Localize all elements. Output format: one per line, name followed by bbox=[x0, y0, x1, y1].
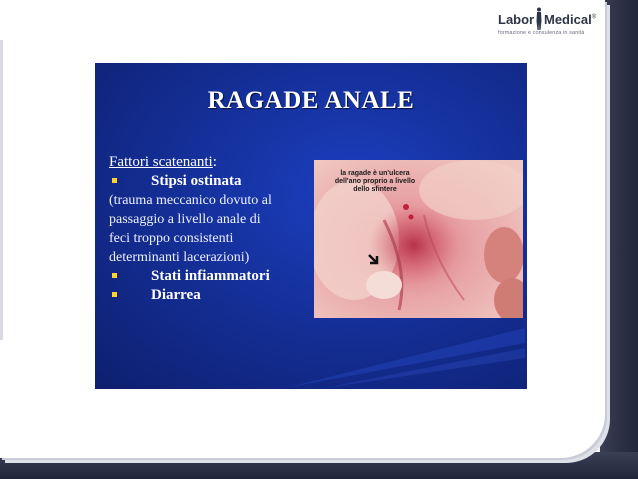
clinical-photo bbox=[314, 160, 523, 318]
page-frame-right bbox=[600, 0, 638, 479]
logo-person-icon bbox=[535, 7, 543, 31]
slide-title: RAGADE ANALE bbox=[207, 87, 415, 114]
note-line: (trauma meccanico dovuto al bbox=[109, 193, 272, 208]
bullet-item: Stipsi ostinata bbox=[109, 172, 314, 191]
bullet-square-icon bbox=[112, 273, 117, 278]
bullet-item: Stati infiammatori bbox=[109, 267, 314, 286]
slide-content bbox=[109, 153, 314, 305]
note-line: determinanti lacerazioni) bbox=[109, 250, 250, 265]
bullet-square-icon bbox=[112, 292, 117, 297]
logo-tagline: formazione e consulenza in sanità bbox=[498, 30, 585, 36]
logo-word-right: Medical® bbox=[544, 12, 597, 27]
slide-decoration-rays bbox=[285, 318, 525, 388]
labor-medical-logo bbox=[498, 5, 602, 39]
note-line: passaggio a livello anale di bbox=[109, 212, 261, 227]
slide bbox=[95, 63, 527, 389]
note-line: feci troppo consistenti bbox=[109, 231, 234, 246]
bullet-square-icon bbox=[112, 178, 117, 183]
bullet-note bbox=[109, 191, 314, 267]
bullet-item: Diarrea bbox=[109, 286, 314, 305]
factors-heading: Fattori scatenanti: bbox=[109, 154, 217, 170]
left-edge-line bbox=[0, 40, 3, 340]
logo-word-left: Labor bbox=[498, 12, 535, 27]
photo-caption: la ragade è un'ulcera dell'ano proprio a livello dello sfintere bbox=[334, 170, 416, 193]
